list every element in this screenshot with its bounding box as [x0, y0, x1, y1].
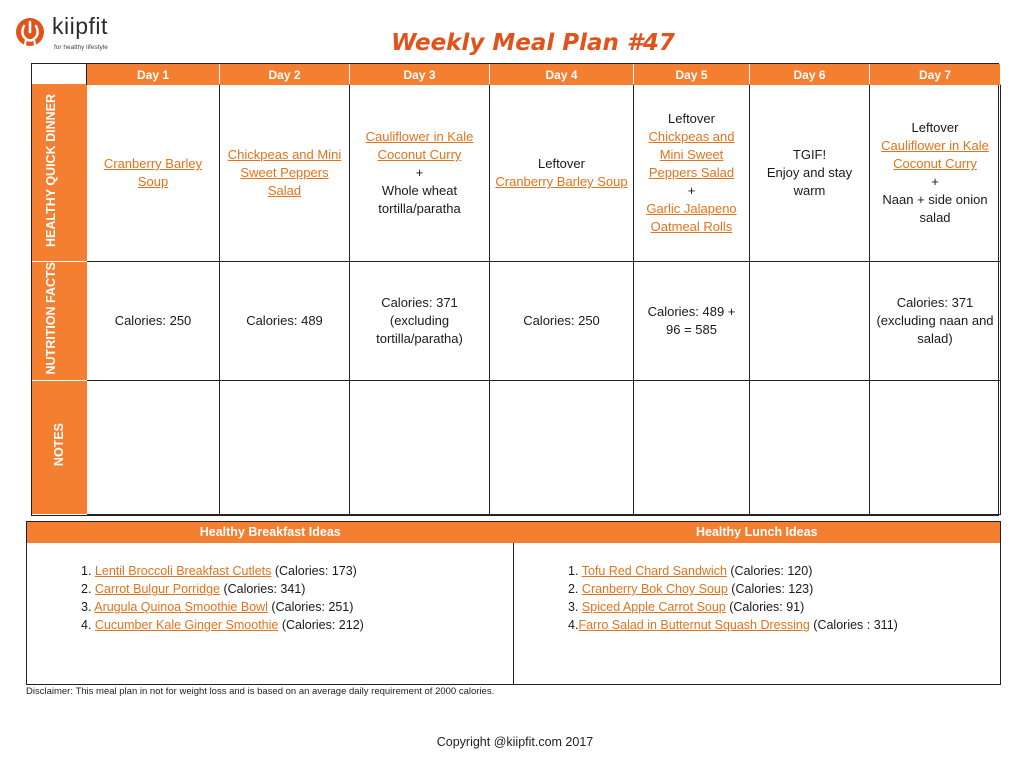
item-number: 2.	[568, 582, 579, 596]
dinner-cell	[870, 85, 1001, 262]
dinner-cell	[350, 85, 490, 262]
day-header-row	[33, 65, 1001, 85]
page-title: Weekly Meal Plan #47	[391, 30, 675, 56]
day-header: Day 2	[220, 65, 350, 85]
dinner-text: Enjoy and stay warm	[766, 165, 853, 198]
lunch-column	[513, 543, 1000, 684]
item-number: 3.	[81, 600, 92, 614]
recipe-link[interactable]: Spiced Apple Carrot Soup	[581, 600, 726, 614]
lunch-item	[568, 580, 1000, 598]
dinner-text: Leftover	[668, 111, 715, 126]
day-header: Day 3	[350, 65, 490, 85]
day-header: Day 4	[490, 65, 634, 85]
ideas-body	[27, 543, 1000, 684]
item-number: 1.	[568, 564, 579, 578]
breakfast-item	[81, 616, 513, 634]
recipe-link[interactable]: Cranberry Bok Choy Soup	[581, 582, 728, 596]
recipe-link[interactable]: Chickpeas and Mini Sweet Peppers Salad	[648, 129, 735, 180]
row-label-text: NUTRITION FACTS	[43, 262, 58, 375]
nutrition-cell: Calories: 489 + 96 = 585	[634, 262, 750, 381]
row-label-text: NOTES	[52, 423, 66, 467]
lunch-list	[568, 562, 1000, 634]
plus-separator: +	[931, 174, 939, 189]
item-calories: (Calories: 212)	[278, 618, 364, 632]
item-number: 4.	[568, 618, 579, 632]
dinner-text: Naan + side onion salad	[882, 192, 988, 225]
corner-cell	[33, 65, 87, 85]
disclaimer: Disclaimer: This meal plan in not for weight loss and is based on an average daily requirement of 2000 calories.	[26, 686, 495, 697]
nutrition-row	[33, 262, 1001, 381]
item-number: 3.	[568, 600, 579, 614]
brand-tagline: for healthy lifestyle	[54, 44, 108, 51]
recipe-link[interactable]: Cucumber Kale Ginger Smoothie	[94, 618, 279, 632]
nutrition-cell: Calories: 371 (excluding naan and salad)	[870, 262, 1001, 381]
copyright: Copyright @kiipfit.com 2017	[436, 735, 594, 749]
item-number: 1.	[81, 564, 92, 578]
day-header: Day 5	[634, 65, 750, 85]
recipe-link[interactable]: Cranberry Barley Soup	[103, 156, 203, 189]
breakfast-list	[81, 562, 513, 634]
recipe-link[interactable]: Cauliflower in Kale Coconut Curry	[365, 129, 474, 162]
dinner-text: Whole wheat tortilla/paratha	[378, 183, 461, 216]
item-calories: (Calories: 123)	[727, 582, 814, 596]
day-header: Day 6	[750, 65, 870, 85]
breakfast-item	[81, 598, 513, 616]
nutrition-cell: Calories: 250	[87, 262, 220, 381]
nutrition-cell	[750, 262, 870, 381]
recipe-link[interactable]: Cauliflower in Kale Coconut Curry	[881, 138, 989, 171]
row-label-notes	[33, 380, 87, 515]
recipe-link[interactable]: Chickpeas and Mini Sweet Peppers Salad	[227, 147, 342, 198]
nutrition-cell: Calories: 371 (excluding tortilla/paratha)	[350, 262, 490, 381]
item-calories: (Calories: 251)	[267, 600, 354, 614]
notes-cell[interactable]	[220, 380, 350, 515]
brand-name: kiipfit	[52, 13, 108, 39]
nutrition-cell: Calories: 250	[490, 262, 634, 381]
meal-plan-table	[31, 63, 999, 516]
lunch-item	[568, 598, 1000, 616]
ideas-header	[27, 522, 1000, 543]
row-label-nutrition	[33, 262, 87, 381]
dinner-text: TGIF!	[792, 147, 827, 162]
dinner-cell	[220, 85, 350, 262]
recipe-link[interactable]: Farro Salad in Butternut Squash Dressing	[578, 618, 810, 632]
recipe-link[interactable]: Garlic Jalapeno Oatmeal Rolls	[646, 201, 737, 234]
breakfast-heading: Healthy Breakfast Ideas	[199, 525, 341, 539]
notes-cell[interactable]	[350, 380, 490, 515]
plus-separator: +	[687, 183, 696, 198]
lunch-item	[568, 616, 1000, 634]
dinner-cell	[634, 85, 750, 262]
item-number: 2.	[81, 582, 92, 596]
lunch-heading: Healthy Lunch Ideas	[695, 525, 818, 539]
notes-cell[interactable]	[750, 380, 870, 515]
breakfast-item	[81, 562, 513, 580]
dinner-text: Leftover	[538, 156, 585, 171]
item-calories: (Calories: 120)	[726, 564, 813, 578]
row-label-dinner	[33, 85, 87, 262]
recipe-link[interactable]: Tofu Red Chard Sandwich	[581, 564, 727, 578]
notes-cell[interactable]	[490, 380, 634, 515]
dinner-row	[33, 85, 1001, 262]
item-calories: (Calories: 173)	[271, 564, 357, 578]
dinner-text: Leftover	[911, 120, 959, 135]
notes-cell[interactable]	[870, 380, 1001, 515]
day-header: Day 1	[87, 65, 220, 85]
row-label-text: HEALTHY QUICK DINNER	[43, 93, 58, 247]
breakfast-column	[27, 543, 513, 684]
day-header: Day 7	[870, 65, 1001, 85]
nutrition-cell: Calories: 489	[220, 262, 350, 381]
recipe-link[interactable]: Carrot Bulgur Porridge	[94, 582, 220, 596]
breakfast-item	[81, 580, 513, 598]
dinner-cell	[490, 85, 634, 262]
notes-cell[interactable]	[634, 380, 750, 515]
item-calories: (Calories : 311)	[809, 618, 898, 632]
recipe-link[interactable]: Cranberry Barley Soup	[495, 174, 628, 189]
recipe-link[interactable]: Arugula Quinoa Smoothie Bowl	[94, 600, 268, 614]
lunch-item	[568, 562, 1000, 580]
recipe-link[interactable]: Lentil Broccoli Breakfast Cutlets	[94, 564, 272, 578]
notes-cell[interactable]	[87, 380, 220, 515]
item-number: 4.	[81, 618, 92, 632]
dinner-cell	[87, 85, 220, 262]
item-calories: (Calories: 91)	[725, 600, 805, 614]
notes-row	[33, 380, 1001, 515]
ideas-panel	[26, 521, 1001, 685]
dinner-cell	[750, 85, 870, 262]
item-calories: (Calories: 341)	[219, 582, 306, 596]
plus-separator: +	[415, 165, 424, 180]
